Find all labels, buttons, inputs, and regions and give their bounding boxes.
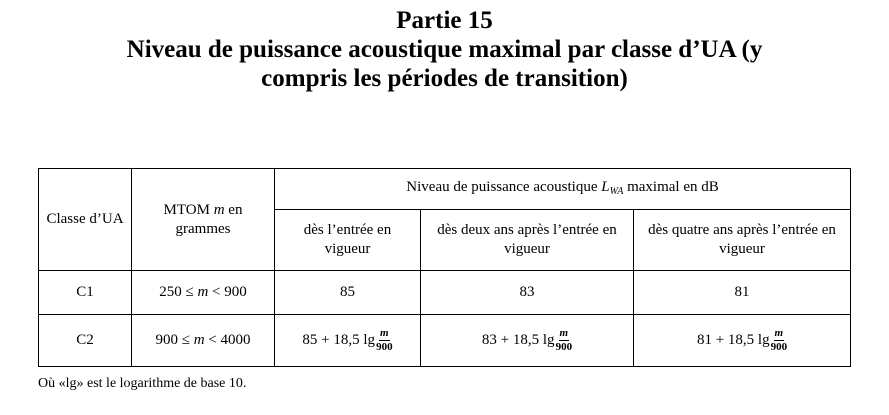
cell-deux-ans-formula (421, 315, 634, 367)
acoustic-level-table (38, 168, 851, 367)
cell-classe: C1 (39, 271, 132, 315)
page-title (0, 6, 889, 93)
cell-quatre-ans-formula (634, 315, 851, 367)
fraction: $\frac{m}{900}$ (555, 327, 573, 353)
header-mtom: MTOM m en grammes (132, 169, 275, 271)
table-row (39, 315, 851, 367)
formula: 83 + 18,5 lg $\frac{m}{900}$ (481, 327, 573, 353)
cell-mtom: 900 ≤ m < 4000 (132, 315, 275, 367)
header-deux-ans: dès deux ans après l’entrée en vigueur (421, 210, 634, 271)
title-line-1: Partie 15 (396, 7, 493, 34)
title-line-3: compris les périodes de transition) (261, 65, 628, 92)
header-classe: Classe d’UA (39, 169, 132, 271)
cell-mtom: 250 ≤ m < 900 (132, 271, 275, 315)
cell-entree-formula (275, 315, 421, 367)
cell-entree: 85 (275, 271, 421, 315)
table-row (39, 271, 851, 315)
cell-classe: C2 (39, 315, 132, 367)
fraction: $\frac{m}{900}$ (376, 327, 393, 353)
formula: 85 + 18,5 lg $\frac{m}{900}$ (302, 327, 393, 353)
header-niveau: Niveau de puissance acoustique $L_{WA}$ maximal en dB (275, 169, 851, 210)
formula: 81 + 18,5 lg $\frac{m}{900}$ (696, 327, 788, 353)
fraction: $\frac{m}{900}$ (770, 327, 788, 353)
header-entree: dès l’entrée en vigueur (275, 210, 421, 271)
cell-deux-ans: 83 (421, 271, 634, 315)
table-header-row (39, 169, 851, 210)
header-quatre-ans: dès quatre ans après l’entrée en vigueur (634, 210, 851, 271)
cell-quatre-ans: 81 (634, 271, 851, 315)
table-footnote: Où «lg» est le logarithme de base 10. (38, 376, 247, 391)
title-line-2: Niveau de puissance acoustique maximal par classe d’UA (y (126, 36, 763, 63)
